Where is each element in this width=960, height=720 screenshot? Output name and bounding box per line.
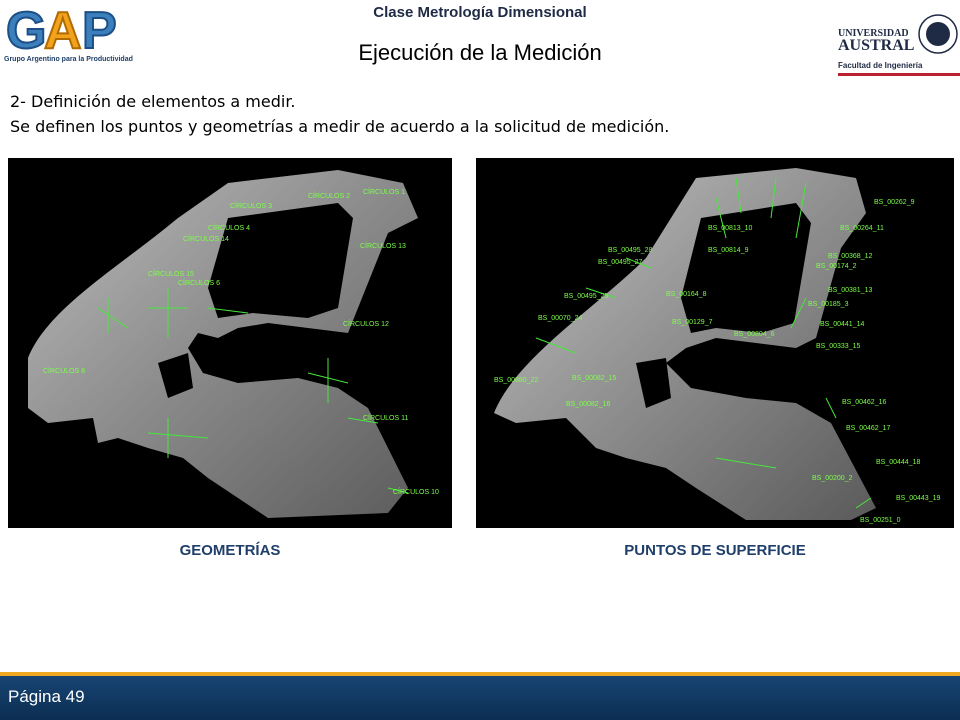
geometry-label: CÍRCULOS 8 <box>43 368 86 375</box>
surface-point-label: BS_00495_28 <box>608 247 653 254</box>
geometries-image <box>8 158 452 528</box>
svg-text:A: A <box>44 2 82 58</box>
svg-text:G: G <box>6 2 47 58</box>
geometry-label: CÍRCULOS 6 <box>178 280 221 287</box>
gap-logo <box>4 2 133 68</box>
surface-point-label: BS_00814_9 <box>708 247 749 254</box>
surface-point-label: BS_00333_15 <box>816 343 861 350</box>
surface-point-label: BS_00174_2 <box>816 263 857 270</box>
page-number: Página 49 <box>8 687 85 706</box>
geometry-label: CÍRCULOS 1 <box>363 189 406 196</box>
svg-text:AUSTRAL: AUSTRAL <box>838 37 915 54</box>
geometries-caption: GEOMETRÍAS <box>179 542 281 559</box>
surface-point-label: BS_00495_27 <box>598 259 643 266</box>
surface-points-image <box>476 158 954 528</box>
austral-logo <box>838 6 958 72</box>
svg-text:Facultad de Ingeniería: Facultad de Ingeniería <box>838 61 923 70</box>
surface-point-label: BS_00262_9 <box>874 199 915 206</box>
surface-point-label: BS_00444_18 <box>876 459 921 466</box>
surface-point-label: BS_00200_2 <box>812 475 853 482</box>
surface-point-label: BS_00804_6 <box>734 331 775 338</box>
surface-point-label: BS_00368_12 <box>828 253 873 260</box>
surface-point-label: BS_00880_22 <box>494 377 539 384</box>
gap-logo-subtitle: Grupo Argentino para la Productividad <box>4 56 133 63</box>
surface-point-label: BS_00264_11 <box>840 225 884 232</box>
geometry-label: CÍRCULOS 11 <box>363 415 409 422</box>
surface-point-label: BS_00251_0 <box>860 517 901 524</box>
description-line-1: 2- Definición de elementos a medir. <box>10 92 296 111</box>
geometry-label: CÍRCULOS 2 <box>308 193 351 200</box>
surface-point-label: BS_00381_13 <box>828 287 873 294</box>
surface-point-label: BS_00082_16 <box>566 401 611 408</box>
surface-points-caption: PUNTOS DE SUPERFICIE <box>624 542 806 559</box>
geometry-label: CÍRCULOS 13 <box>360 243 406 250</box>
surface-point-label: BS_00129_7 <box>672 319 713 326</box>
austral-seal-icon <box>838 6 958 72</box>
geometry-label: CÍRCULOS 10 <box>393 489 439 496</box>
surface-point-label: BS_00813_10 <box>708 225 753 232</box>
surface-point-label: BS_00443_19 <box>896 495 941 502</box>
page-title: Ejecución de la Medición <box>358 40 602 65</box>
surface-point-label: BS_00164_8 <box>666 291 707 298</box>
geometry-label: CÍRCULOS 12 <box>343 321 389 328</box>
svg-text:P: P <box>82 2 117 58</box>
surface-point-label: BS_00082_15 <box>572 375 617 382</box>
course-title: Clase Metrología Dimensional <box>373 4 587 21</box>
geometry-label: CÍRCULOS 4 <box>208 225 251 232</box>
geometries-part-render <box>8 158 452 528</box>
surface-point-label: BS_00185_3 <box>808 301 849 308</box>
geometry-label: CÍRCULOS 3 <box>230 203 273 210</box>
gap-logo-mark <box>4 2 124 58</box>
description <box>10 89 950 139</box>
surface-point-label: BS_00441_14 <box>820 321 865 328</box>
surface-point-label: BS_00462_17 <box>846 425 891 432</box>
austral-red-rule <box>838 73 960 76</box>
geometry-label: CÍRCULOS 15 <box>148 271 194 278</box>
surface-point-label: BS_00070_24 <box>538 315 583 322</box>
svg-text:UNIVERSIDAD: UNIVERSIDAD <box>838 28 909 39</box>
geometry-label: CÍRCULOS 14 <box>183 236 229 243</box>
description-line-2: Se definen los puntos y geometrías a medir de acuerdo a la solicitud de medición. <box>10 117 670 136</box>
surface-point-label: BS_00462_16 <box>842 399 887 406</box>
surface-point-label: BS_00495_25 <box>564 293 609 300</box>
footer-bar <box>0 676 960 720</box>
surface-points-part-render <box>476 158 954 528</box>
